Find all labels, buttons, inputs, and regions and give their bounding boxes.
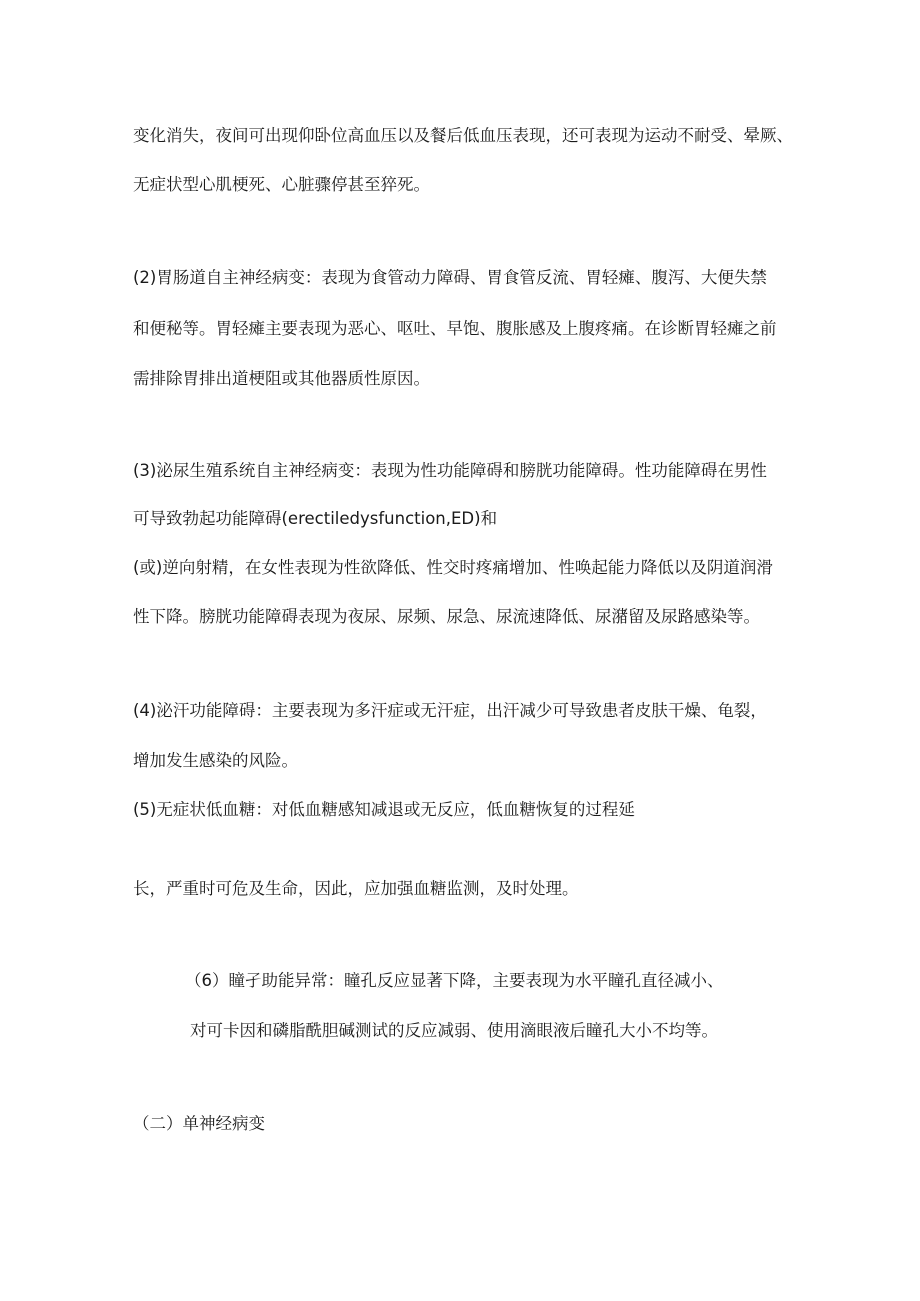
text-line-5: 需排除胃排出道梗阻或其他器质性原因。 bbox=[133, 369, 430, 388]
text-line-2: 无症状型心肌梗死、心脏骤停甚至猝死。 bbox=[133, 175, 430, 194]
text-line-15: 对可卡因和磷脂酰胆碱测试的反应减弱、使用滴眼液后瞳孔大小不均等。 bbox=[190, 1021, 718, 1040]
text-line-12: (5)无症状低血糖：对低血糖感知减退或无反应，低血糖恢复的过程延 bbox=[133, 800, 635, 819]
text-line-7: 可导致勃起功能障碍(erectiledysfunction,ED)和 bbox=[133, 509, 498, 528]
section-heading: （二）单神经病变 bbox=[133, 1114, 265, 1133]
text-line-3: (2)胃肠道自主神经病变：表现为食管动力障碍、胃食管反流、胃轻瘫、腹泻、大便失禁 bbox=[133, 268, 767, 287]
text-line-1: 变化消失，夜间可出现仰卧位高血压以及餐后低血压表现，还可表现为运动不耐受、晕厥、 bbox=[133, 126, 793, 145]
text-line-10: (4)泌汗功能障碍：主要表现为多汗症或无汗症，出汗减少可导致患者皮肤干燥、龟裂， bbox=[133, 701, 767, 720]
text-line-14: （6）瞳孑助能异常：瞳孔反应显著下降，主要表现为水平瞳孔直径减小、 bbox=[185, 971, 724, 990]
text-line-13: 长，严重时可危及生命，因此，应加强血糖监测，及时处理。 bbox=[133, 879, 579, 898]
text-line-4: 和便秘等。胃轻瘫主要表现为恶心、呕吐、早饱、腹胀感及上腹疼痛。在诊断胃轻瘫之前 bbox=[133, 319, 777, 338]
text-line-6: (3)泌尿生殖系统自主神经病变：表现为性功能障碍和膀胱功能障碍。性功能障碍在男性 bbox=[133, 461, 767, 480]
text-line-9: 性下降。膀胱功能障碍表现为夜尿、尿频、尿急、尿流速降低、尿潴留及尿路感染等。 bbox=[133, 607, 760, 626]
text-line-11: 增加发生感染的风险。 bbox=[133, 751, 298, 770]
text-line-8: (或)逆向射精，在女性表现为性欲降低、性交时疼痛增加、性唤起能力降低以及阴道润滑 bbox=[133, 558, 773, 577]
